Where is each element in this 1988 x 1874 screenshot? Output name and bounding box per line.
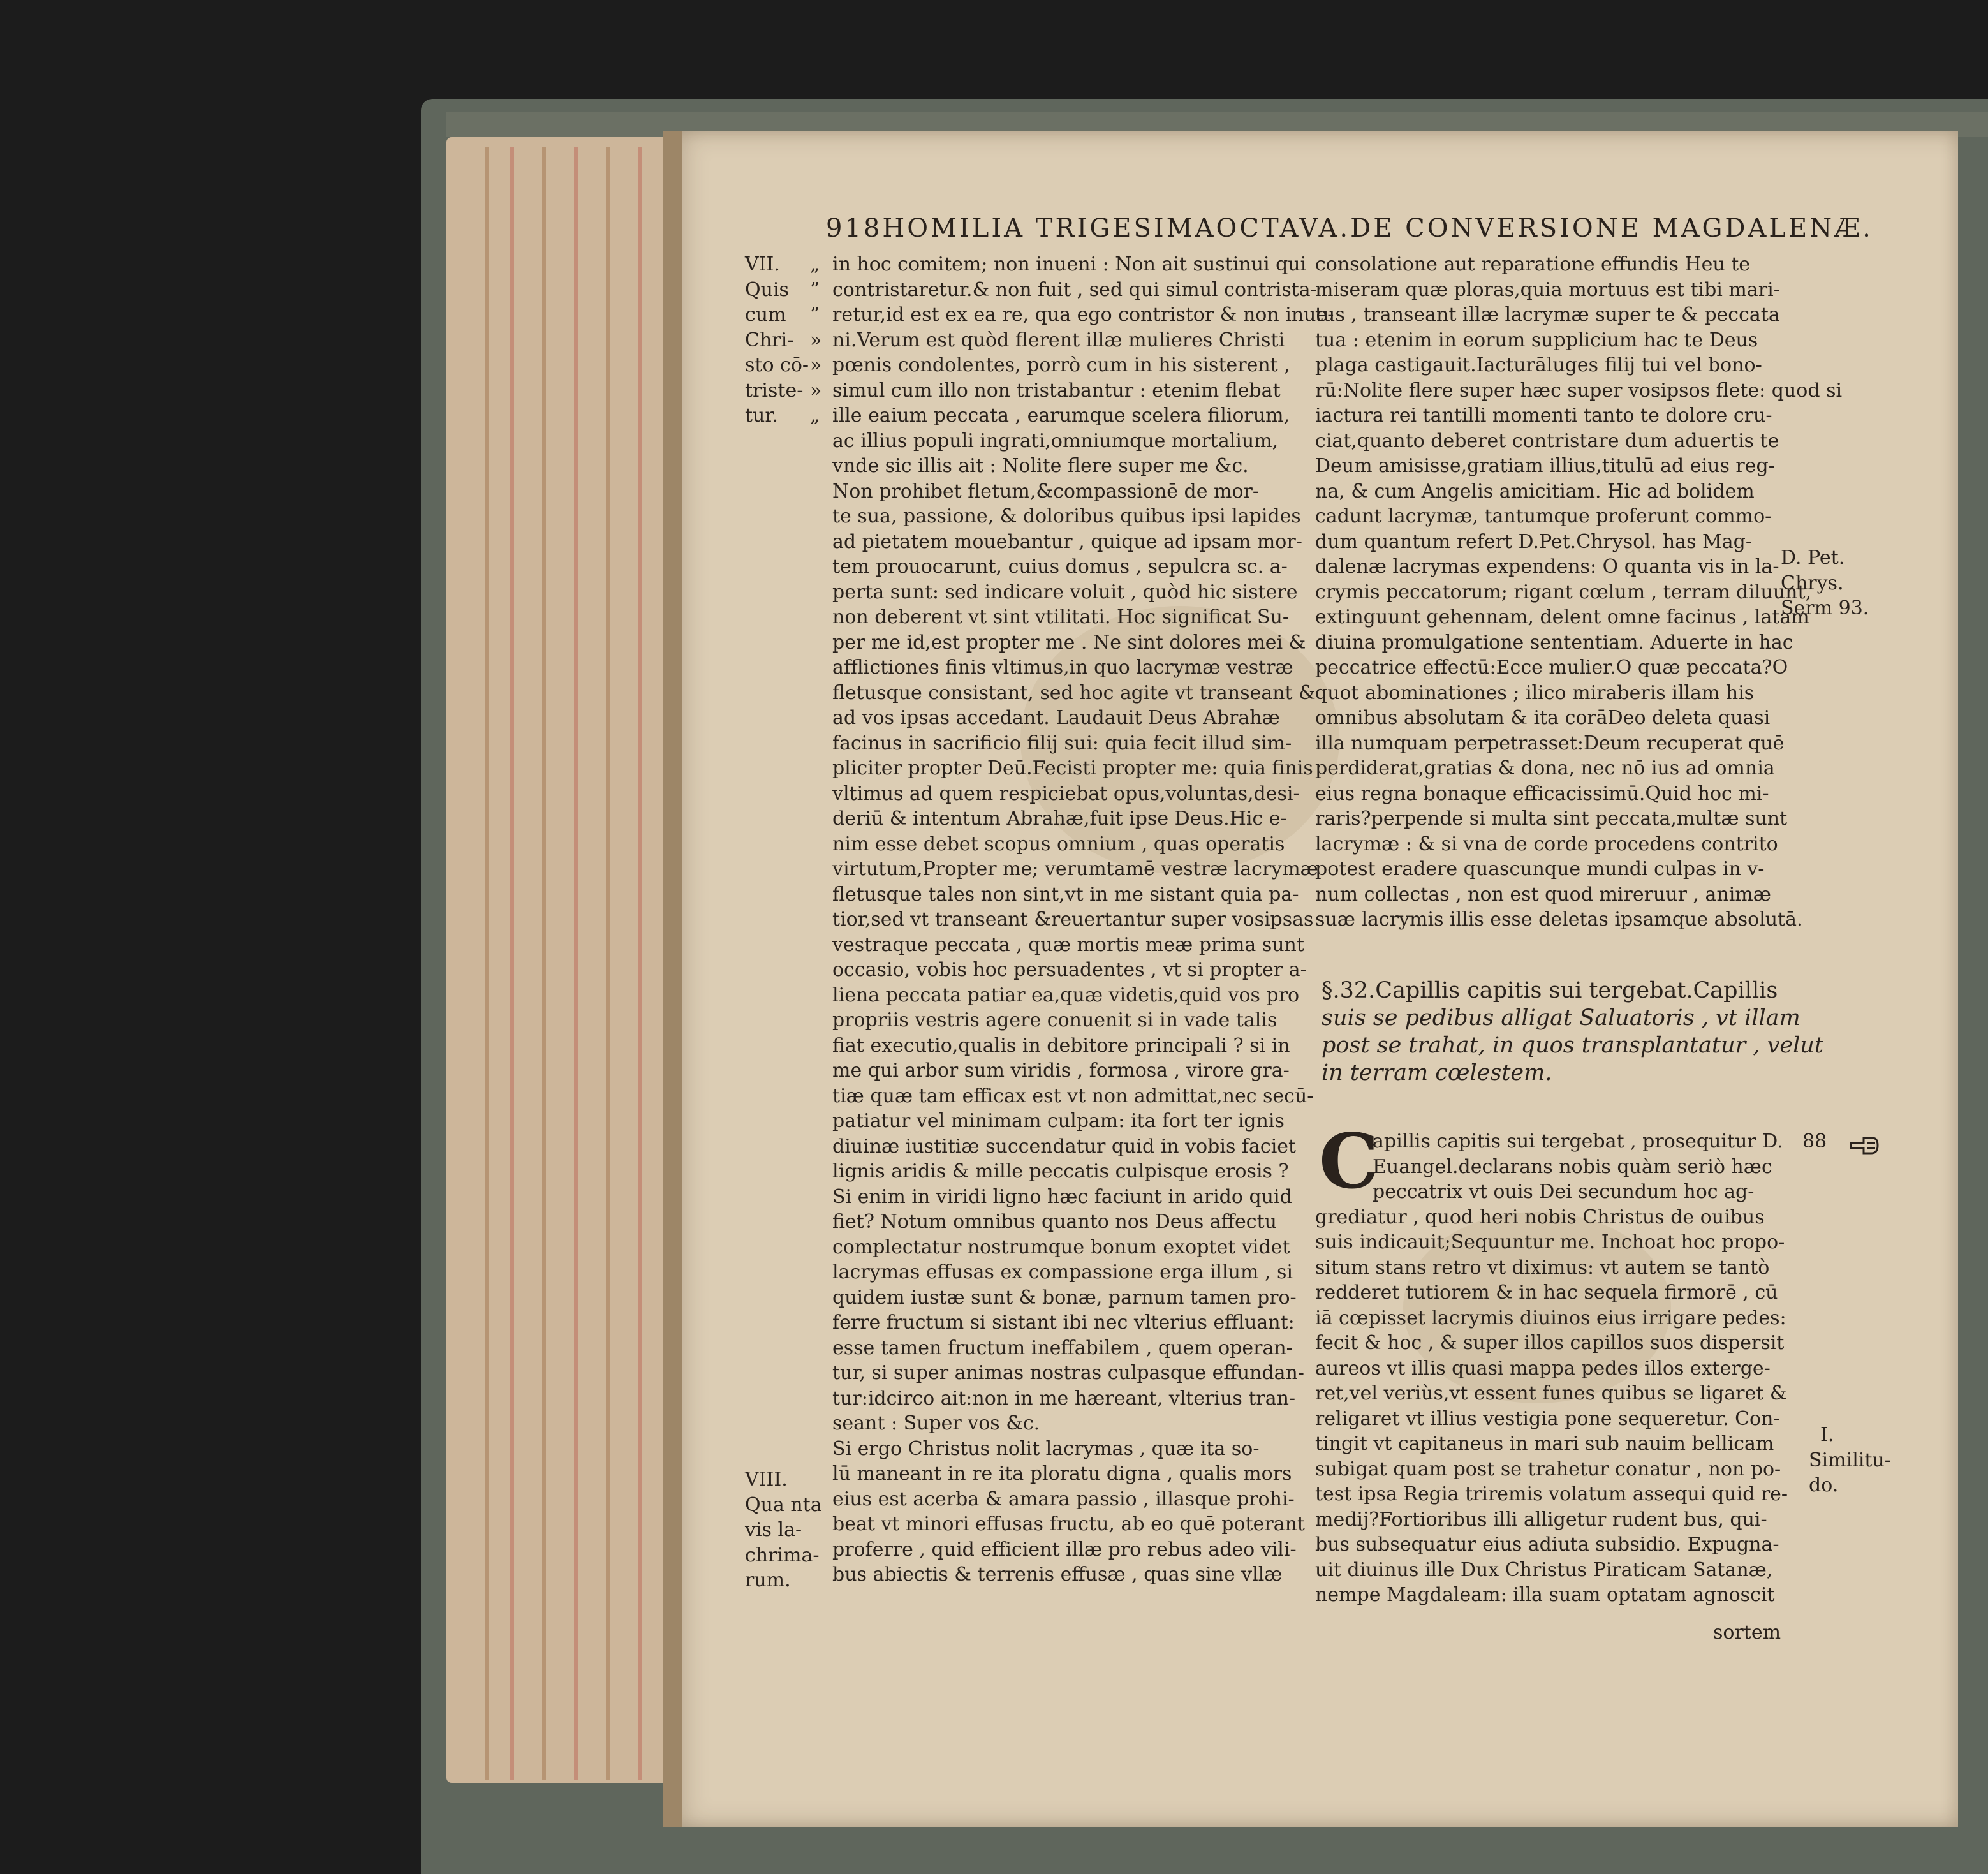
left-column-text <box>832 252 1334 1588</box>
text-line: quot abominationes ; ilico miraberis illam his <box>1315 681 1755 704</box>
text-line: plaga castigauit.Iacturāluges filij tui vel bono- <box>1315 354 1762 376</box>
text-line: proferre , quid efficient illæ pro rebus adeo vili- <box>832 1538 1297 1561</box>
text-line: non deberent vt sint vtilitati. Hoc significat Su- <box>832 606 1290 628</box>
text-line: extinguunt gehennam, delent omne facinus , latam <box>1315 606 1809 628</box>
text-line: fiet? Notum omnibus quanto nos Deus affectu <box>832 1211 1277 1233</box>
margin-reference-chrysologus: D. Pet. Chrys. Serm 93. <box>1781 547 1869 619</box>
text-line: Non prohibet fletum,&compassionē de mor- <box>832 480 1260 503</box>
text-line: Si enim in viridi ligno hæc faciunt in arido quid <box>832 1185 1292 1208</box>
text-line: lacrymæ : & si vna de corde procedens contrito <box>1315 832 1778 855</box>
text-line: fecit & hoc , & super illos capillos suos dispersit <box>1315 1332 1785 1354</box>
right-column-text-bottom <box>1315 1205 1787 1608</box>
text-line: ad pietatem mouebantur , quique ad ipsam mor- <box>832 530 1302 553</box>
text-line: grediatur , quod heri nobis Christus de ouibus <box>1315 1206 1765 1228</box>
text-line: occasio, vobis hoc persuadentes , vt si propter a- <box>832 959 1307 981</box>
text-line: seant : Super vos &c. <box>832 1412 1040 1435</box>
text-line: tur, si super animas nostras culpasque effundan- <box>832 1362 1304 1384</box>
text-line: in hoc comitem; non inueni : Non ait sustinui qui <box>832 253 1307 276</box>
text-line: retur,id est ex ea re, qua ego contristor & non inue- <box>832 304 1334 326</box>
text-line: diuinæ iustitiæ succendatur quid in vobis faciet <box>832 1135 1297 1158</box>
text-line: simul cum illo non tristabantur : etenim flebat <box>832 379 1281 402</box>
text-line: tur:idcirco ait:non in me hæreant, vlterius tran- <box>832 1387 1296 1410</box>
text-line: bus subsequatur eius adiuta subsidio. Expugna- <box>1315 1533 1779 1556</box>
text-line: iā cœpisset lacrymis diuinos eius irrigare pedes: <box>1315 1306 1786 1329</box>
text-line: propriis vestris agere conuenit si in vade talis <box>832 1009 1277 1031</box>
text-line: tua : etenim in eorum supplicium hac te Deus <box>1315 328 1758 351</box>
page-edge <box>542 147 546 1780</box>
text-line: uit diuinus ille Dux Christus Piraticam Satanæ, <box>1315 1558 1773 1581</box>
text-line: virtutum,Propter me; verumtamē vestræ lacrymæ <box>832 858 1318 880</box>
text-line: tem prouocarunt, cuius domus , sepulcra sc. a- <box>832 556 1288 578</box>
header-left-title: HOMILIA TRIGESIMAOCTAVA. <box>882 214 1351 243</box>
quotation-marks: „ ” ” » » » „ <box>810 253 822 427</box>
text-line: tus , transeant illæ lacrymæ super te & peccata <box>1315 304 1780 326</box>
text-line: peccatrix vt ouis Dei secundum hoc ag- <box>1373 1181 1755 1203</box>
text-line: te sua, passione, & doloribus quibus ipsi lapides <box>832 505 1301 528</box>
text-line: illa numquam perpetrasset:Deum recuperat quē <box>1315 732 1785 755</box>
text-line: omnibus absolutam & ita corāDeo deleta quasi <box>1315 707 1771 729</box>
page-edge <box>606 147 610 1780</box>
text-line: crymis peccatorum; rigant cœlum , terram diluunt, <box>1315 580 1812 603</box>
text-line: esse tamen fructum ineffabilem , quem operan- <box>832 1336 1293 1359</box>
text-line: suis indicauit;Sequuntur me. Inchoat hoc propo- <box>1315 1231 1785 1253</box>
page-edge <box>485 147 489 1780</box>
text-line: subigat quam post se trahetur conatur , non po- <box>1315 1457 1781 1480</box>
text-line: liena peccata patiar ea,quæ videtis,quid vos pro <box>832 984 1300 1007</box>
text-line: suæ lacrymis illis esse deletas ipsamque absolutā. <box>1315 908 1803 931</box>
text-line: cadunt lacrymæ, tantumque proferunt commo- <box>1315 505 1772 528</box>
page-number: 918 <box>826 214 883 243</box>
text-line: me qui arbor sum viridis , formosa , virore gra- <box>832 1059 1290 1082</box>
page-edge <box>510 147 514 1780</box>
page-edge <box>638 147 642 1780</box>
text-line: patiatur vel minimam culpam: ita fort ter ignis <box>832 1110 1285 1132</box>
margin-number-88: 88 <box>1802 1130 1827 1153</box>
text-line: na, & cum Angelis amicitiam. Hic ad bolidem <box>1315 480 1755 503</box>
running-header <box>826 214 1873 243</box>
text-line: ni.Verum est quòd flerent illæ mulieres Christi <box>832 328 1285 351</box>
text-line: redderet tutiorem & in hac sequela firmorē , cū <box>1315 1281 1778 1304</box>
text-line: potest eradere quascunque mundi culpas in v- <box>1315 858 1765 880</box>
drop-cap: C <box>1319 1117 1379 1206</box>
catchword: sortem <box>1713 1621 1781 1644</box>
text-line: peccatrice effectū:Ecce mulier.O quæ peccata?O <box>1315 656 1788 679</box>
text-line: situm stans retro vt diximus: vt autem se tantò <box>1315 1256 1770 1279</box>
text-line: dum quantum refert D.Pet.Chrysol. has Mag- <box>1315 530 1752 553</box>
text-line: beat vt minori effusas fructu, ab eo quē poterant <box>832 1513 1305 1535</box>
text-line: afflictiones finis vltimus,in quo lacrymæ vestræ <box>832 656 1293 679</box>
text-line: ad vos ipsas accedant. Laudauit Deus Abrahæ <box>832 707 1280 729</box>
text-line: perdiderat,gratias & dona, nec nō ius ad omnia <box>1315 757 1775 779</box>
text-line: nempe Magdaleam: illa suam optatam agnoscit <box>1315 1584 1775 1606</box>
text-line: miseram quæ ploras,quia mortuus est tibi mari- <box>1315 278 1780 301</box>
text-line: Euangel.declarans nobis quàm seriò hæc <box>1373 1155 1772 1178</box>
right-column-indented-lines <box>1373 1129 1787 1205</box>
header-right-title: DE CONVERSIONE MAGDALENÆ. <box>1350 214 1873 243</box>
text-line: raris?perpende si multa sint peccata,multæ sunt <box>1315 808 1788 830</box>
text-line: per me id,est propter me . Ne sint dolores mei & <box>832 631 1306 654</box>
page-gutter <box>663 131 682 1827</box>
text-line: fiat executio,qualis in debitore principali ? si in <box>832 1034 1290 1057</box>
text-line: vltimus ad quem respiciebat opus,voluntas,desi- <box>832 782 1300 805</box>
text-line: rū:Nolite flere super hæc super vosipsos flete: quod si <box>1315 379 1843 402</box>
text-line: vnde sic illis ait : Nolite flere super me &c. <box>832 455 1249 477</box>
text-line: lū maneant in re ita ploratu digna , qualis mors <box>832 1463 1292 1485</box>
text-line: tiæ quæ tam efficax est vt non admittat,nec secū- <box>832 1084 1314 1107</box>
text-line: ferre fructum si sistant ibi nec vlterius effluant: <box>832 1311 1295 1334</box>
text-line: Si ergo Christus nolit lacrymas , quæ ita so- <box>832 1437 1260 1460</box>
text-line: pœnis condolentes, porrò cum in his sisterent , <box>832 354 1290 376</box>
text-line: eius regna bonaque efficacissimū.Quid hoc mi- <box>1315 782 1769 805</box>
text-line: pliciter propter Deū.Fecisti propter me: quia finis <box>832 757 1313 779</box>
text-line: bus abiectis & terrenis effusæ , quas sine vllæ <box>832 1563 1283 1586</box>
text-line: iactura rei tantilli momenti tanto te dolore cru- <box>1315 404 1772 427</box>
text-line: fletusque tales non sint,vt in me sistant quia pa- <box>832 883 1299 906</box>
margin-note-viii: VIII. Qua nta vis la- chrima- rum. <box>745 1468 822 1591</box>
text-line: Deum amisisse,gratiam illius,titulū ad eius reg- <box>1315 455 1775 477</box>
text-line: dalenæ lacrymas expendens: O quanta vis in la- <box>1315 556 1779 578</box>
text-line: lacrymas effusas ex compassione erga illum , si <box>832 1261 1293 1283</box>
page-block-edges <box>446 137 676 1783</box>
text-line: facinus in sacrificio filij sui: quia fecit illud sim- <box>832 732 1292 755</box>
text-line: consolatione aut reparatione effundis Heu te <box>1315 253 1751 276</box>
pointing-hand-icon <box>1850 1134 1879 1160</box>
page-edge <box>574 147 578 1780</box>
text-line: medij?Fortioribus illi alligetur rudent bus, qui- <box>1315 1508 1767 1531</box>
text-line: diuina promulgatione sententiam. Aduerte in hac <box>1315 631 1793 654</box>
text-line: deriū & intentum Abrahæ,fuit ipse Deus.Hic e- <box>832 808 1287 830</box>
section-heading: §.32.Capillis capitis sui tergebat.Capillis suis se pedibus alligat Saluatoris , vt illam post se trahat, in quos transplantatur , velut in terram cœlestem. <box>1322 978 1823 1086</box>
text-line: lignis aridis & mille peccatis culpisque erosis ? <box>832 1160 1289 1183</box>
text-line: ciat,quanto deberet contristare dum aduertis te <box>1315 429 1779 452</box>
text-line: perta sunt: sed indicare voluit , quòd hic sistere <box>832 580 1298 603</box>
text-line: complectatur nostrumque bonum exoptet videt <box>832 1236 1290 1258</box>
margin-note-vii: VII. Quis cum Chri- sto cō- triste- tur. <box>745 253 809 427</box>
text-line: aureos vt illis quasi mappa pedes illos exterge- <box>1315 1357 1771 1380</box>
margin-reference-similitudo: I. Similitu- do. <box>1809 1424 1891 1496</box>
text-line: nim esse debet scopus omnium , quas operatis <box>832 832 1285 855</box>
text-line: apillis capitis sui tergebat , prosequitur D. <box>1373 1130 1783 1153</box>
text-line: eius est acerba & amara passio , illasque prohi- <box>832 1487 1295 1510</box>
text-line: ac illius populi ingrati,omniumque mortalium, <box>832 429 1279 452</box>
text-line: ille eaium peccata , earumque scelera filiorum, <box>832 404 1290 427</box>
text-line: num collectas , non est quod mireruur , animæ <box>1315 883 1772 906</box>
text-line: religaret vt illius vestigia pone sequeretur. Con- <box>1315 1407 1780 1430</box>
text-line: vestraque peccata , quæ mortis meæ prima sunt <box>832 933 1304 956</box>
text-line: test ipsa Regia triremis volatum assequi quid re- <box>1315 1483 1788 1505</box>
text-line: contristaretur.& non fuit , sed qui simul contrista- <box>832 278 1317 301</box>
text-line: tingit vt capitaneus in mari sub nauim bellicam <box>1315 1433 1774 1455</box>
text-line: ret,vel veriùs,vt essent funes quibus se ligaret & <box>1315 1382 1787 1405</box>
text-line: fletusque consistant, sed hoc agite vt transeant & <box>832 681 1316 704</box>
text-line: quidem iustæ sunt & bonæ, parnum tamen pro- <box>832 1286 1297 1309</box>
text-line: tior,sed vt transeant &reuertantur super vosipsas <box>832 908 1314 931</box>
